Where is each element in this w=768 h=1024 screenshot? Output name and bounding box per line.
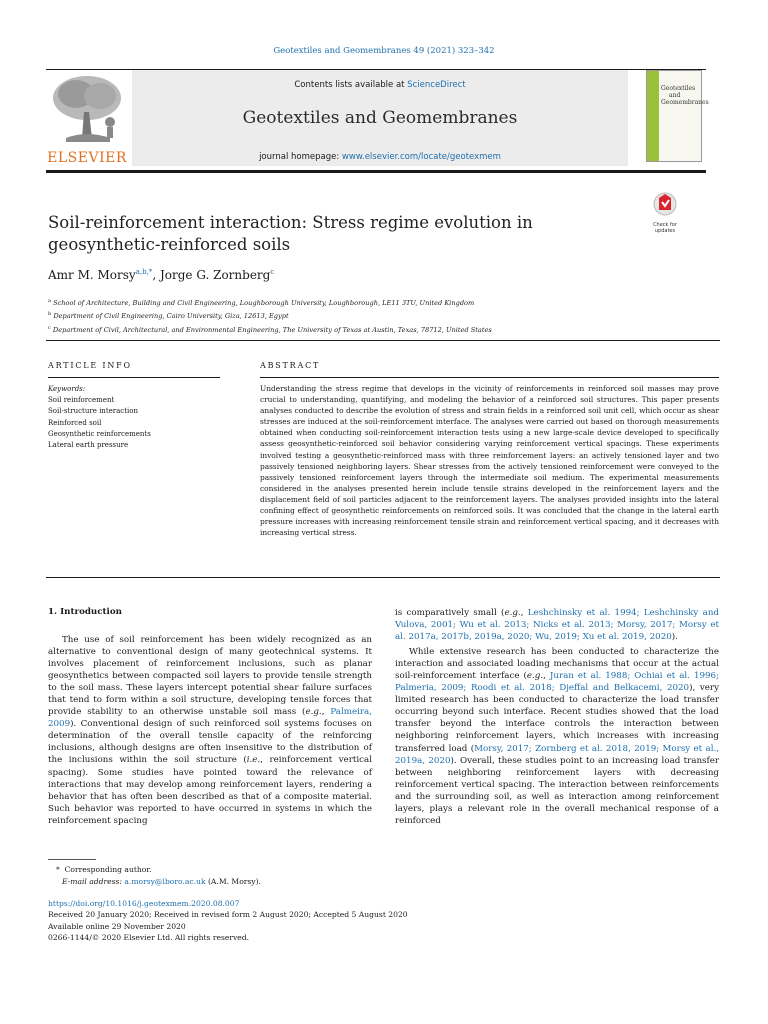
copyright: 0266-1144/© 2020 Elsevier Ltd. All rights reserved. xyxy=(48,933,250,943)
section-heading-introduction: 1. Introduction xyxy=(48,607,122,617)
article-history xyxy=(48,898,648,944)
corresponding-author-note: * Corresponding author. xyxy=(56,865,152,874)
affiliation-text: Department of Civil Engineering, Cairo University, Giza, 12613, Egypt xyxy=(53,312,289,321)
keyword[interactable]: Soil-structure interaction xyxy=(48,407,138,416)
cover-color-strip xyxy=(647,71,659,161)
affiliation xyxy=(48,309,492,322)
abstract-bottom-rule xyxy=(46,577,720,578)
intro-right-column xyxy=(395,607,719,827)
contents-line xyxy=(132,80,628,90)
homepage-prefix: journal homepage: xyxy=(259,152,342,162)
abstract-heading-rule xyxy=(260,377,719,378)
info-heading-rule xyxy=(48,377,220,378)
journal-cover-thumbnail[interactable] xyxy=(646,70,709,162)
check-updates-label: Check for updates xyxy=(653,222,677,234)
keywords-block xyxy=(48,384,151,451)
homepage-link[interactable]: www.elsevier.com/locate/geotexmem xyxy=(341,152,501,162)
email-note xyxy=(48,876,608,888)
email-label: E-mail address: xyxy=(62,877,125,886)
affiliation-text: School of Architecture, Building and Civil Engineering, Loughborough University, Loughborough, LE11 3TU, United Kingdom xyxy=(53,299,475,308)
reference-link[interactable]: Juran et al. 1988; Ochiai et al. 1996; Palmeria, 2009; Roodi et al. 2018; Djeffal and Belkacemi, 2020 xyxy=(395,671,719,694)
info-top-rule xyxy=(46,340,720,341)
text-run: The use of soil reinforcement has been widely recognized as an alternative to conventional design of many geotechnical systems. It involves placement of reinforcement inclusions, such as planar geosynthetics between compacted soil layers to provide tensile strength to the soil mass. These layers intercept potential shear failure surfaces that tend to form within a soil structure, developing tensile forces that provide stability to an otherwise unstable soil mass ( xyxy=(48,635,372,718)
keyword[interactable]: Lateral earth pressure xyxy=(48,441,129,450)
cover-title-line3: Geomembranes xyxy=(661,99,709,106)
cover-title-line1: Geotextiles xyxy=(661,85,696,92)
intro-left-column xyxy=(48,634,372,827)
footnotes xyxy=(48,864,608,888)
email-suffix: (A.M. Morsy). xyxy=(205,877,261,886)
homepage-line xyxy=(132,152,628,162)
journal-citation[interactable]: Geotextiles and Geomembranes 49 (2021) 323–342 xyxy=(273,46,495,56)
cover-title xyxy=(661,85,709,106)
affiliation xyxy=(48,296,492,309)
affiliation-mark: b xyxy=(48,311,52,318)
author-separator: , xyxy=(152,268,160,282)
affiliation-text: Department of Civil, Architectural, and Environmental Engineering, The University of Texas at Austin, Texas, 78712, United States xyxy=(52,325,492,334)
text-run: , xyxy=(321,707,331,718)
reference-link[interactable]: Leshchinsky et al. 1994; Leshchinsky and Vulova, 2001; Wu et al. 2013; Nicks et al. 2013; Morsy, 2017; Morsy et al. 2017a, 2017b, 2019a, 2020; Wu, 2019; Xu et al. 2019, 2020 xyxy=(395,608,719,643)
text-run: i.e. xyxy=(246,755,261,766)
elsevier-tree-icon xyxy=(46,72,128,150)
corresponding-text: Corresponding author. xyxy=(64,865,152,874)
keyword[interactable]: Reinforced soil xyxy=(48,418,102,427)
text-run: While extensive research has been conducted to characterize the interaction and associated loading mechanisms that occur at the actual soil-reinforcement interface ( xyxy=(395,647,719,682)
text-run: e.g. xyxy=(504,608,521,618)
article-info-heading: ARTICLE INFO xyxy=(48,361,132,370)
abstract-heading: ABSTRACT xyxy=(260,361,321,370)
affiliation-mark: a xyxy=(48,298,51,304)
author-affil-marks[interactable]: c xyxy=(270,268,275,276)
article-title-line1: Soil-reinforcement interaction: Stress regime evolution in xyxy=(48,213,533,232)
text-run: , xyxy=(520,608,528,618)
author-list xyxy=(48,268,274,282)
check-updates-icon xyxy=(646,192,684,218)
check-for-updates-badge[interactable] xyxy=(646,192,684,232)
affiliations xyxy=(48,296,492,336)
reference-link[interactable]: Palmeira, 2009 xyxy=(48,707,372,730)
text-run: ), very limited research has been conducted to characterize the load transfer occurring beyond such interface. Recent studies showed that the load transfer beyond the interface controls the interaction between neighboring reinforcement layers, which increases with increasing transferred load ( xyxy=(395,683,719,754)
text-run: ). Conventional design of such reinforced soil systems focuses on determination of the overall tensile capacity of the reinforcing inclusions, although designs are often insensitive to the distribution of the inclusions within the soil structure ( xyxy=(48,719,372,766)
keyword[interactable]: Soil reinforcement xyxy=(48,396,115,405)
received-dates: Received 20 January 2020; Received in revised form 2 August 2020; Accepted 5 August 2020 xyxy=(48,910,408,920)
text-run: , xyxy=(543,671,550,682)
elsevier-wordmark: ELSEVIER xyxy=(47,150,127,166)
text-run: ). xyxy=(671,632,678,643)
text-run: e.g. xyxy=(305,707,322,718)
intro-paragraph-1-continued xyxy=(395,607,719,643)
cover-title-line2: and xyxy=(669,92,681,99)
text-run: ). Overall, these studies point to an increasing load transfer between neighboring reinforcement layers with decreasing reinforcement vertical spacing. The interaction between reinforcements and the surrounding soil, as well as interaction among reinforcement layers, plays a relevant role in the overall mechanical response of a reinforced xyxy=(395,755,720,826)
text-run: is comparatively small ( xyxy=(395,608,505,618)
affiliation xyxy=(48,323,492,336)
intro-paragraph-1 xyxy=(48,634,372,827)
contents-prefix: Contents lists available at xyxy=(294,80,408,90)
article-title-line2: geosynthetic-reinforced soils xyxy=(48,235,291,254)
footnote-rule xyxy=(48,859,96,860)
email-link[interactable]: a.morsy@lboro.ac.uk xyxy=(124,877,206,886)
header-bottom-rule xyxy=(46,170,706,173)
text-run: e.g. xyxy=(526,671,544,682)
author-name[interactable]: Jorge G. Zornberg xyxy=(159,268,271,282)
intro-paragraph-2 xyxy=(395,646,719,827)
author-name[interactable]: Amr M. Morsy xyxy=(48,268,136,282)
text-run: , reinforcement vertical spacing). Some studies have pointed toward the relevance of interactions that may develop among reinforcement layers, rendering a behavior that has often been described as that of a composite material. Such behavior was reported to have occurred in systems in which the reinforcement spacing xyxy=(48,755,372,826)
keywords-label: Keywords: xyxy=(48,385,86,393)
author-affil-marks[interactable]: a,b,* xyxy=(135,268,153,276)
reference-link[interactable]: Morsy, 2017; Zornberg et al. 2018, 2019; Morsy et al., 2019a, 2020 xyxy=(395,743,719,766)
doi-link[interactable]: https://doi.org/10.1016/j.geotexmem.2020.08.007 xyxy=(48,899,240,908)
journal-name: Geotextiles and Geomembranes xyxy=(242,108,518,128)
available-online: Available online 29 November 2020 xyxy=(48,921,186,931)
keyword[interactable]: Geosynthetic reinforcements xyxy=(48,429,151,438)
article-title xyxy=(48,212,608,256)
affiliation-mark: c xyxy=(48,324,51,331)
sciencedirect-link[interactable]: ScienceDirect xyxy=(407,80,466,90)
elsevier-logo xyxy=(46,72,128,164)
abstract-text: Understanding the stress regime that develops in the vicinity of reinforcements in reinforced soil masses may prove crucial to understanding, quantifying, and modeling the behavior of a reinforced soil structures. This paper presents analyses conducted to describe the evolution of stress and strain fields in a reinforced soil unit cell, which occur as shear stresses are induced at the soil-reinforcement interface. The analyses were carried out based on thorough measurements obtained when conducting soil-reinforcement interaction tests using a new large-scale device developed to specifically assess geosynthetic-reinforced soil behavior considering varying reinforcement vertical spacings. These experiments involved testing a geosynthetic-reinforced mass with three reinforcement layers: an actively tensioned layer and two passively tensioned neighboring layers. Shear stresses from the actively tensioned reinforcement were conveyed to the passively tensioned reinforcement layers through the intermediate soil medium. The experimental measurements considered in the analyses presented herein include tensile strains developed in the reinforcement layers and the displacement field of soil particles adjacent to the reinforcement layers. The analyses provided insights into the lateral confining effect of geosynthetic reinforcements on reinforced soils. It was concluded that the change in the lateral earth pressure increases with increasing reinforcement tensile strain and reinforcement vertical spacing, and it decreases with increasing vertical stress. xyxy=(260,384,719,538)
